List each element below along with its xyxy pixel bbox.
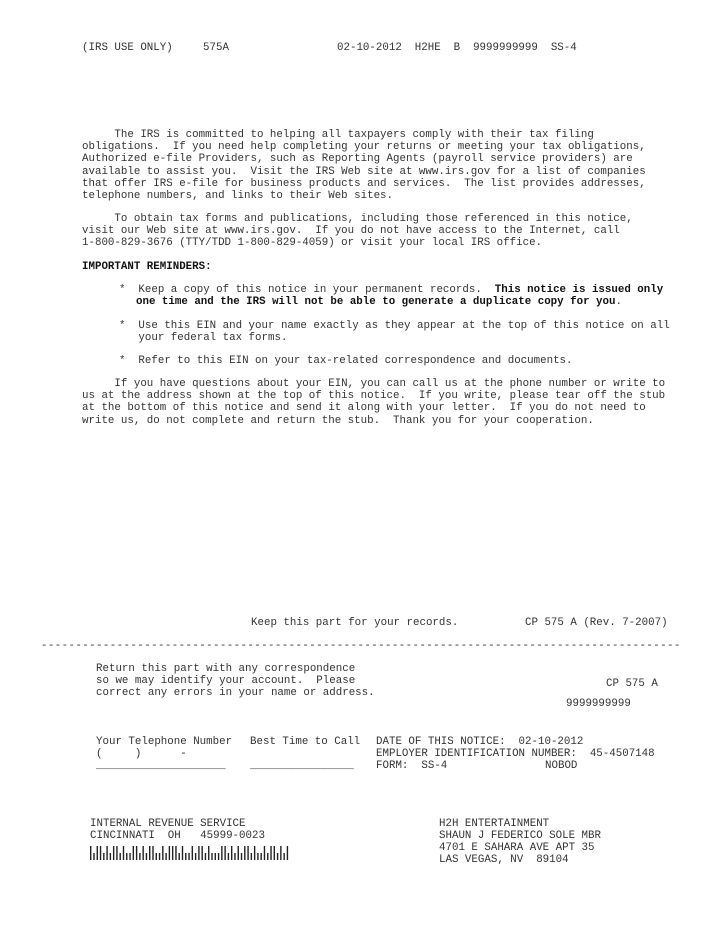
irs-address-line2: CINCINNATI OH 45999-0023	[90, 830, 265, 842]
reminder-duplicate-bold: one time and the IRS will not be able to generate a duplicate copy for you	[136, 296, 616, 308]
tear-off-line: ---------------------------------------------------------------------------------------------	[41, 640, 681, 652]
keep-records-text: Keep this part for your records.	[251, 617, 459, 629]
taxpayer-name: H2H ENTERTAINMENT	[439, 818, 550, 830]
taxpayer-contact: SHAUN J FEDERICO SOLE MBR	[439, 830, 601, 842]
telephone-field[interactable]: ( ) -	[96, 748, 187, 760]
reminder-issued-once-bold: This notice is issued only	[494, 284, 664, 296]
irs-use-only-label: (IRS USE ONLY)	[82, 42, 173, 54]
reminder-keep-copy	[106, 284, 663, 296]
taxpayer-city-state-zip: LAS VEGAS, NV 89104	[439, 854, 569, 866]
best-time-field[interactable]: ________________	[250, 760, 354, 772]
paragraph-forms: To obtain tax forms and publications, including those referenced in this notice, visit our Web site at www.irs.gov. If you do not have access to the Internet, call 1-800-829-3676 (TTY/TDD 1-800-829-4059) or visit your local IRS office.	[82, 213, 633, 250]
important-reminders-heading: IMPORTANT REMINDERS:	[82, 261, 212, 273]
paragraph-questions: If you have questions about your EIN, you can call us at the phone number or write to us at the address shown at the top of this notice. If you write, please tear off the stub at the bottom of this notice and send it along with your letter. If you do not need to write us, do not complete and return the stub. Thank you for your cooperation.	[82, 378, 666, 427]
stub-return-instructions: Return this part with any correspondence so we may identify your account. Please correct any errors in your name or address.	[96, 663, 375, 700]
notice-code: 575A	[203, 42, 229, 54]
irs-address-line1: INTERNAL REVENUE SERVICE	[90, 818, 246, 830]
employer-identification-number: EMPLOYER IDENTIFICATION NUMBER: 45-4507148	[376, 748, 655, 760]
stub-form-code: CP 575 A	[606, 678, 658, 690]
reminder-period: .	[615, 296, 622, 308]
postal-barcode	[90, 846, 290, 860]
taxpayer-street: 4701 E SAHARA AVE APT 35	[439, 842, 595, 854]
form-type: FORM: SS-4	[376, 760, 448, 772]
header-date-line: 02-10-2012 H2HE B 9999999999 SS-4	[337, 42, 577, 54]
notice-date: DATE OF THIS NOTICE: 02-10-2012	[376, 736, 584, 748]
form-revision: CP 575 A (Rev. 7-2007)	[525, 617, 668, 629]
telephone-label: Your Telephone Number	[96, 736, 233, 748]
reminder-keep-copy-text: * Keep a copy of this notice in your permanent records.	[106, 284, 495, 296]
stub-id-number: 9999999999	[566, 698, 631, 710]
reminder-keep-copy-line2	[136, 296, 622, 308]
paragraph-efile: The IRS is committed to helping all taxpayers comply with their tax filing obligations. If you need help completing your returns or meeting your tax obligations, Authorized e-file Providers, such as Reporting Agents (payroll service providers) are available to assist you. Visit the IRS Web site at www.irs.gov for a list of companies that offer IRS e-file for business products and services. The list provides addresses, telephone numbers, and links to their Web sites.	[82, 129, 646, 203]
reminder-use-ein: * Use this EIN and your name exactly as they appear at the top of this notice on all your federal tax forms.	[118, 320, 670, 345]
best-time-label: Best Time to Call	[250, 736, 361, 748]
telephone-underline: ____________________	[96, 760, 226, 772]
reminder-refer-ein: * Refer to this EIN on your tax-related correspondence and documents.	[106, 355, 573, 367]
nobod-code: NOBOD	[545, 760, 578, 772]
